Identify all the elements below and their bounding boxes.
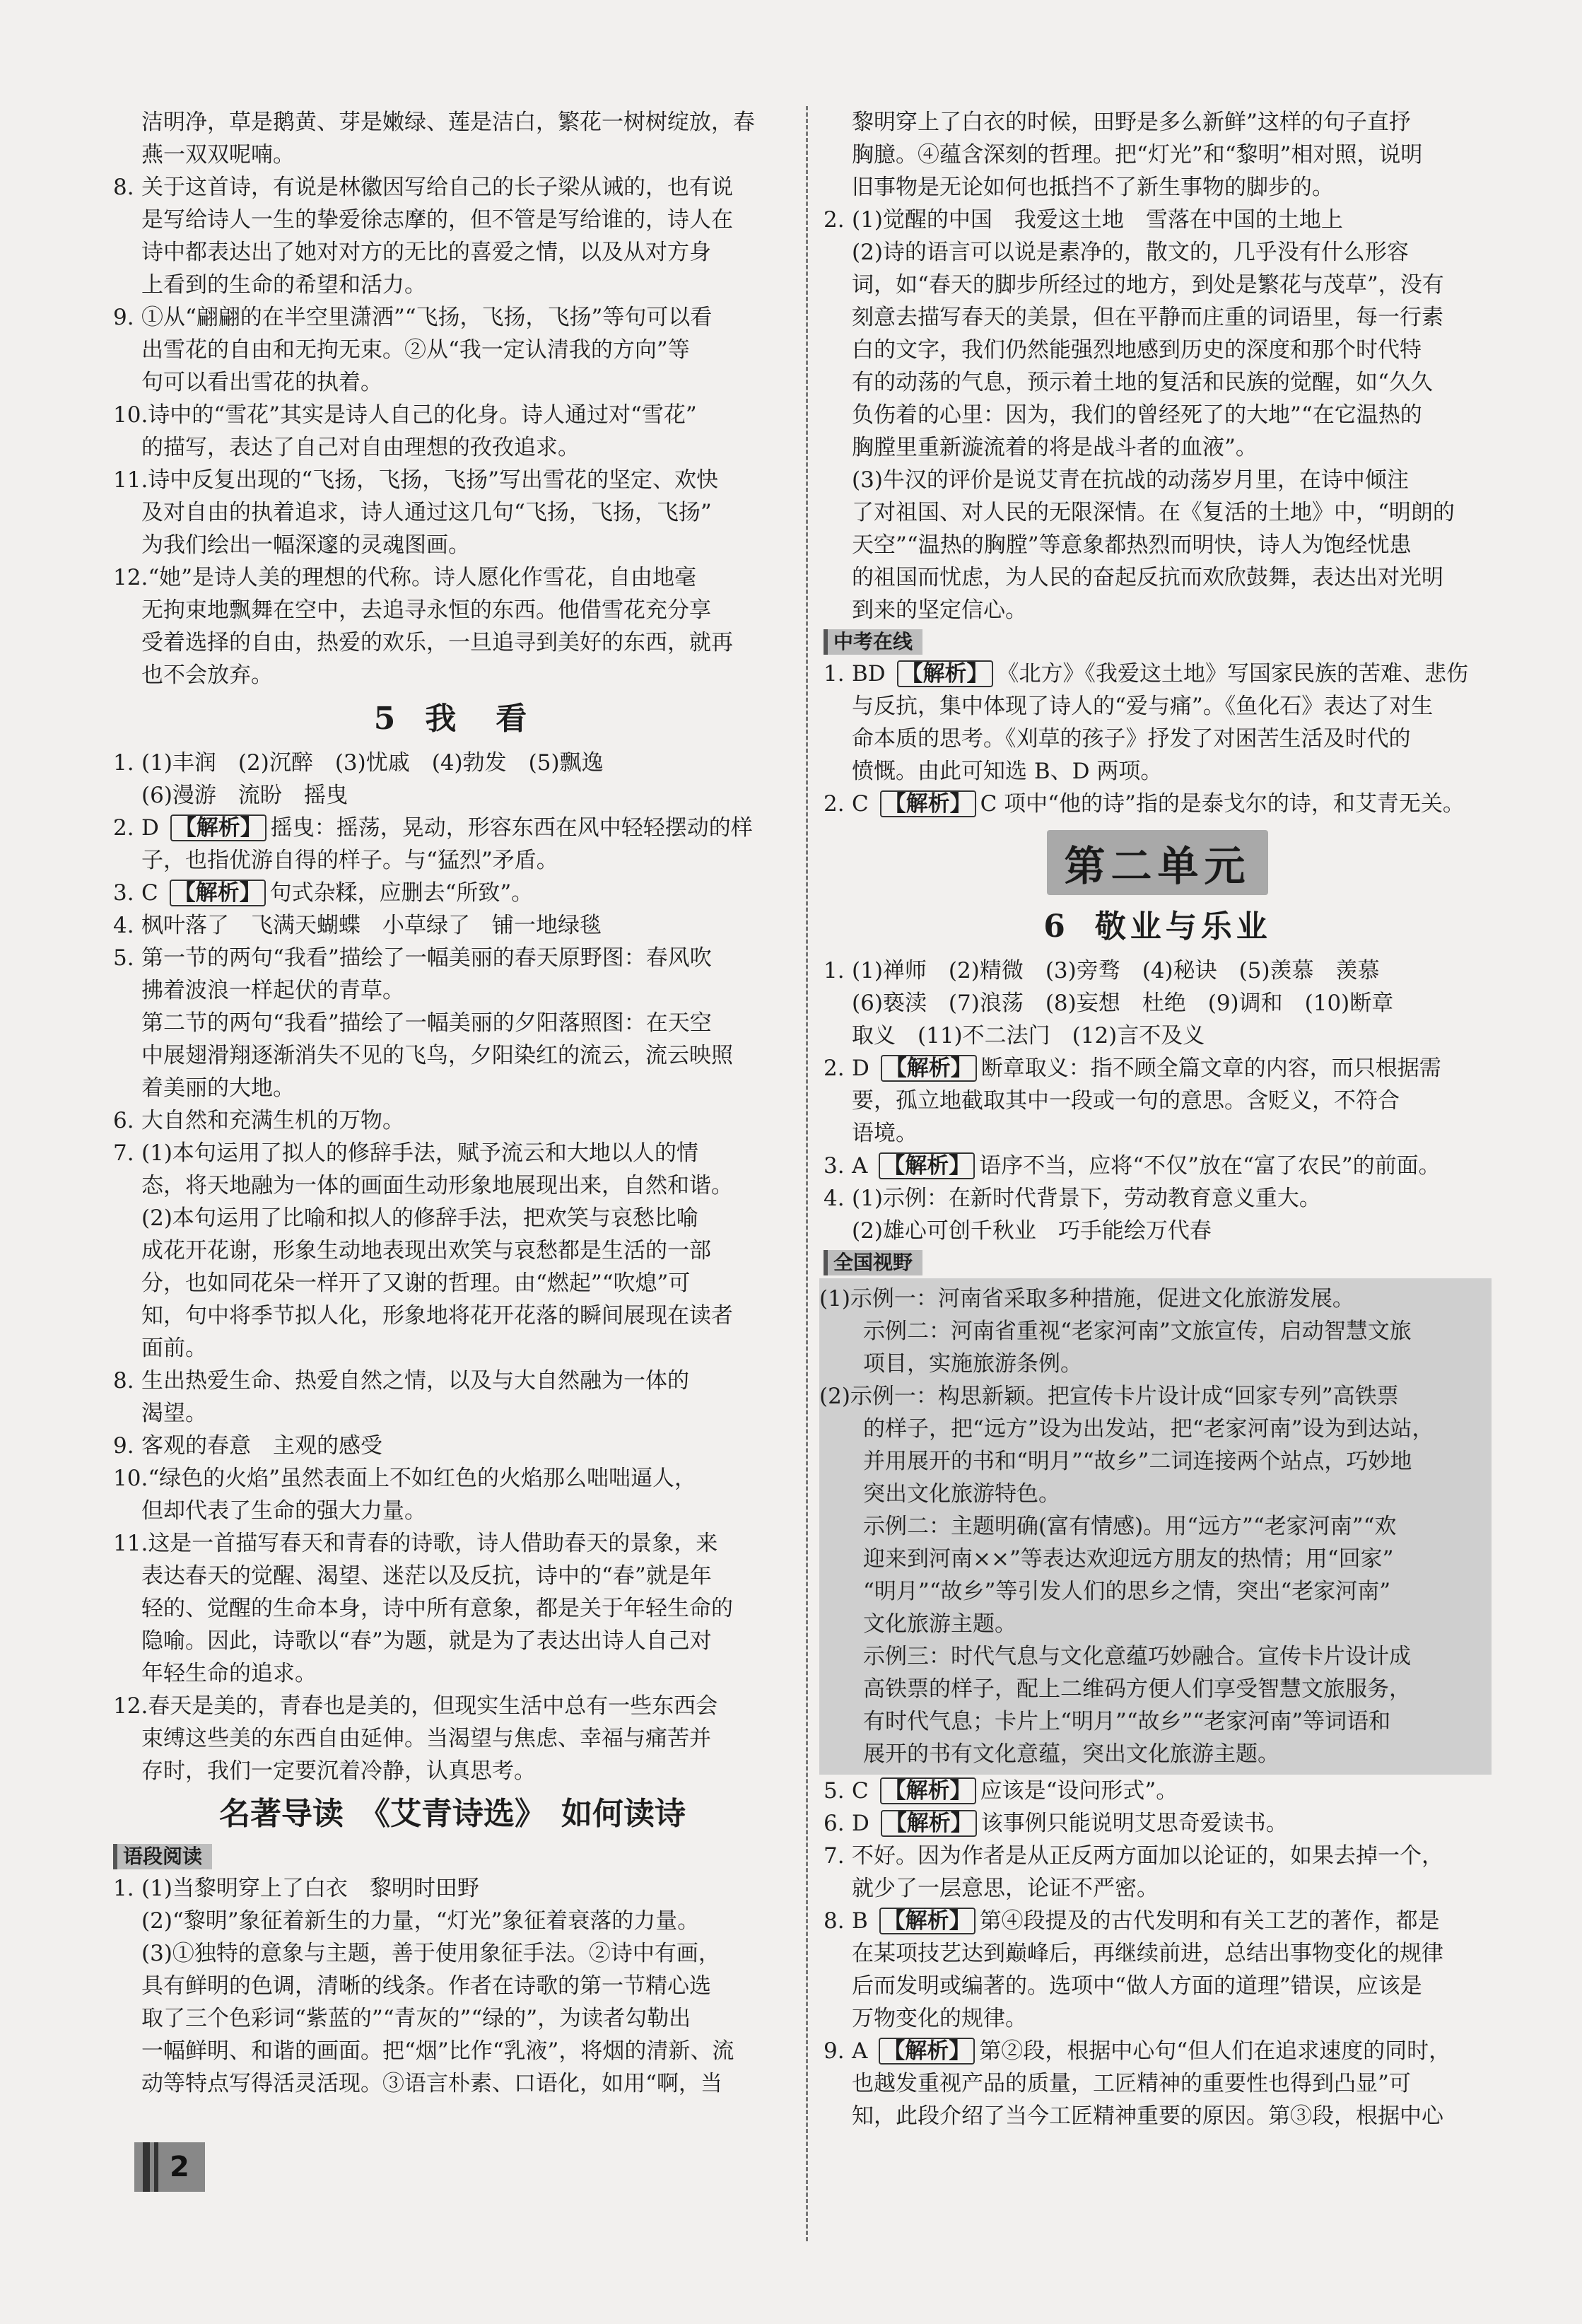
- answer-line: 突出文化旅游特色。: [819, 1481, 1060, 1507]
- answer-text: 的描写，表达了自己对自由理想的孜孜追求。: [141, 435, 580, 460]
- answer-line: [824, 1970, 1492, 2002]
- answer-line: [824, 1937, 1492, 1970]
- answer-line: [824, 399, 1492, 431]
- answer-text: 态，将天地融为一体的画面生动形象地展现出来，自然和谐。: [141, 1173, 733, 1198]
- answer-line: [113, 366, 792, 399]
- answer-list: [113, 171, 792, 691]
- answer-text: “她”是诗人美的理想的代称。诗人愿化作雪花，自由地毫: [148, 565, 697, 590]
- answer-text: 的祖国而忧虑，为人民的奋起反抗而欢欣鼓舞，表达出对光明: [852, 565, 1443, 590]
- analysis-label: 【解析】: [879, 2038, 975, 2065]
- item-number: 8.: [824, 1908, 845, 1934]
- answer-line: [113, 659, 792, 691]
- answer-text: 表达春天的觉醒、渴望、迷茫以及反抗，诗中的“春”就是年: [141, 1563, 712, 1589]
- answer-text: (1)禅师 (2)精微 (3)旁骛 (4)秘诀 (5)羡慕 羡慕: [852, 958, 1380, 983]
- section-number: 6: [1043, 909, 1070, 945]
- answer-line: [824, 496, 1492, 529]
- answer-text: 也不会放弃。: [141, 662, 273, 688]
- answer-line: 项目，实施旅游条例。: [819, 1351, 1082, 1377]
- answer-text: 受着选择的自由，热爱的欢乐，一旦追寻到美好的东西，就再: [141, 630, 733, 655]
- answer-line: “明月”“故乡”等引发人们的思乡之情，突出“老家河南”: [819, 1579, 1391, 1604]
- answer-line: [113, 1722, 792, 1755]
- answer-text: 白的文字，我们仍然能强烈地感到历史的深度和那个时代特: [852, 337, 1422, 363]
- item-number: 9.: [113, 305, 134, 330]
- item-number: 11.: [113, 1531, 148, 1556]
- answer-text: 不好。因为作者是从正反两方面加以论证的，如果去掉一个，: [852, 1843, 1443, 1869]
- answer-text: 诗中都表达出了她对对方的无比的喜爱之情，以及从对方身: [141, 240, 711, 265]
- answer-line: [113, 1137, 792, 1169]
- tag-quanguo: 全国视野: [824, 1250, 922, 1275]
- answer-text: 束缚这些美的东西自由延伸。当渴望与焦虑、幸福与痛苦并: [141, 1726, 711, 1751]
- item-number: 9.: [824, 2038, 845, 2064]
- answer-line: [113, 1365, 792, 1397]
- answer-line: [824, 366, 1492, 399]
- answer-line: [824, 464, 1492, 496]
- answer-choice: C: [141, 880, 165, 906]
- answer-text: 愤慨。由此可知选 B、D 两项。: [852, 759, 1163, 784]
- answer-text: 《北方》《我爱这土地》写国家民族的苦难、悲伤: [997, 661, 1468, 687]
- answer-line: [824, 334, 1492, 366]
- answer-text: 句可以看出雪花的执着。: [141, 370, 382, 395]
- answer-text: 客观的春意 主观的感受: [141, 1433, 382, 1459]
- answer-line: [113, 399, 792, 431]
- text-line: 洁明净，草是鹅黄、芽是嫩绿、莲是洁白，繁花一树树绽放，春: [141, 110, 755, 135]
- answer-line: [113, 2067, 792, 2100]
- text-line: 旧事物是无论如何也抵挡不了新生事物的脚步的。: [852, 175, 1334, 200]
- answer-line: [824, 987, 1492, 1020]
- answer-text: 在某项技艺达到巅峰后，再继续前进，总结出事物变化的规律: [852, 1941, 1443, 1966]
- answer-text: (1)觉醒的中国 我爱这土地 雪落在中国的土地上: [852, 207, 1343, 233]
- answer-line: [113, 1430, 792, 1462]
- answer-line: [824, 1020, 1492, 1052]
- answer-line: 的样子，把“远方”设为出发站，把“老家河南”设为到达站，: [819, 1416, 1434, 1442]
- answer-line: [113, 236, 792, 269]
- analysis-label: 【解析】: [879, 1152, 975, 1179]
- section-heading-6: [824, 899, 1492, 954]
- answer-line: [113, 1905, 792, 1937]
- answer-text: 年轻生命的追求。: [141, 1661, 317, 1686]
- answer-text: (2)诗的语言可以说是素净的，散文的，几乎没有什么形容: [852, 240, 1409, 265]
- answer-text: 子，也指优游自得的样子。与“猛烈”矛盾。: [141, 848, 558, 873]
- answer-line: [113, 942, 792, 974]
- answer-text: 取了三个色彩词“紫蓝的”“青灰的”“绿的”，为读者勾勒出: [141, 2006, 691, 2031]
- answer-line: 迎来到河南××”等表达欢迎远方朋友的热情；用“回家”: [819, 1546, 1394, 1572]
- answer-text: 也越发重视产品的质量，工匠精神的重要性也得到凸显”可: [852, 2071, 1411, 2096]
- answer-choice: D: [141, 815, 166, 841]
- answer-line: [824, 1117, 1492, 1150]
- answer-line: [113, 171, 792, 204]
- answer-line: [113, 1397, 792, 1430]
- answer-line: [113, 269, 792, 301]
- item-number: 7.: [824, 1843, 845, 1869]
- answer-text: 后而发明或编著的。选项中“做人方面的道理”错误，应该是: [852, 1973, 1422, 1999]
- analysis-label: 【解析】: [170, 880, 266, 906]
- answer-line: [824, 204, 1492, 236]
- text-line: 黎明穿上了白衣的时候，田野是多么新鲜”这样的句子直抒: [852, 110, 1411, 135]
- answer-text: 该事例只能说明艾思奇爱读书。: [980, 1811, 1288, 1836]
- item-number: 2.: [824, 207, 845, 233]
- item-number: 5.: [113, 945, 134, 971]
- answer-text: 一幅鲜明、和谐的画面。把“烟”比作“乳液”，将烟的清新、流: [141, 2038, 734, 2064]
- answer-list: [113, 1872, 792, 2100]
- answer-text: 万物变化的规律。: [852, 2006, 1027, 2031]
- answer-list: [113, 747, 792, 1787]
- answer-line: [113, 1527, 792, 1560]
- answer-text: 及对自由的执着追求，诗人通过这几句“飞扬，飞扬，飞扬”: [141, 500, 712, 525]
- answer-line: [113, 1462, 792, 1495]
- answer-text: C 项中“他的诗”指的是泰戈尔的诗，和艾青无关。: [980, 791, 1465, 817]
- item-number: 10.: [113, 402, 148, 428]
- answer-text: (3)牛汉的评价是说艾青在抗战的动荡岁月里，在诗中倾注: [852, 467, 1409, 493]
- answer-text: 第②段，根据中心句“但人们在追求速度的同时，: [979, 2038, 1451, 2064]
- answer-text: 取义 (11)不二法门 (12)言不及义: [852, 1023, 1205, 1049]
- answer-text: 无拘束地飘舞在空中，去追寻永恒的东西。他借雪花充分享: [141, 597, 711, 623]
- answer-line: [113, 1007, 792, 1039]
- answer-line: [824, 658, 1492, 690]
- answer-line: [113, 1560, 792, 1592]
- answer-line: [113, 1234, 792, 1267]
- tag-yuduan: 语段阅读: [113, 1844, 212, 1869]
- answer-text: 要，孤立地截取其中一段或一句的意思。含贬义，不符合: [852, 1088, 1400, 1114]
- answer-line: [113, 1625, 792, 1657]
- item-number: 7.: [113, 1140, 134, 1166]
- answer-text: 面前。: [141, 1336, 207, 1361]
- answer-text: 刻意去描写春天的美景，但在平静而庄重的词语里，每一行素: [852, 305, 1443, 330]
- answer-line: [824, 755, 1492, 788]
- answer-text: 着美丽的大地。: [141, 1075, 295, 1101]
- unit-title: 第二单元: [1047, 830, 1267, 895]
- answer-line: [113, 464, 792, 496]
- answer-choice: D: [852, 1056, 877, 1081]
- answer-line: [824, 690, 1492, 723]
- answer-text: 断章取义：指不顾全篇文章的内容，而只根据需: [980, 1056, 1441, 1081]
- answer-line: [113, 747, 792, 779]
- answer-text: 上看到的生命的希望和活力。: [141, 272, 426, 298]
- answer-line: [824, 723, 1492, 755]
- answer-text: 出雪花的自由和无拘无束。②从“我一定认清我的方向”等: [141, 337, 690, 363]
- answer-line: 示例二：河南省重视“老家河南”文旅宣传，启动智慧文旅: [819, 1319, 1412, 1344]
- answer-text: 拂着波浪一样起伏的青草。: [141, 978, 404, 1003]
- answer-line: (2)示例一：构思新颖。把宣传卡片设计成“回家专列”高铁票: [819, 1384, 1399, 1409]
- answer-list: [824, 954, 1492, 1247]
- answer-text: 但却代表了生命的强大力量。: [141, 1498, 426, 1524]
- answer-text: 有的动荡的气息，预示着土地的复活和民族的觉醒，如“久久: [852, 370, 1433, 395]
- answer-line: [824, 788, 1492, 820]
- answer-line: 并用展开的书和“明月”“故乡”二词连接两个站点，巧妙地: [819, 1449, 1412, 1474]
- answer-text: (6)漫游 流盼 摇曳: [141, 783, 348, 808]
- answer-text: ①从“翩翩的在半空里潇洒”“飞扬，飞扬，飞扬”等句可以看: [141, 305, 713, 330]
- answer-choice: B: [852, 1908, 875, 1934]
- answer-text: 第④段提及的古代发明和有关工艺的著作，都是: [979, 1908, 1440, 1934]
- answer-line: [113, 1072, 792, 1104]
- answer-choice: C: [852, 1778, 876, 1804]
- answer-text: 关于这首诗，有说是林徽因写给自己的长子梁从诫的，也有说: [141, 175, 733, 200]
- answer-line: [824, 269, 1492, 301]
- answer-line: [113, 2002, 792, 2035]
- answer-line: [113, 844, 792, 877]
- answer-line: [824, 2100, 1492, 2132]
- answer-text: 词，如“春天的脚步所经过的地方，到处是繁花与茂草”，没有: [852, 272, 1444, 298]
- item-number: 2.: [824, 1056, 845, 1081]
- answer-choice: C: [852, 791, 876, 817]
- answer-text: 渴望。: [141, 1401, 207, 1426]
- answer-line: [113, 2035, 792, 2067]
- answer-line: [113, 594, 792, 626]
- answer-line: [113, 431, 792, 464]
- answer-text: 语序不当，应将“不仅”放在“富了农民”的前面。: [979, 1153, 1441, 1179]
- answer-line: [113, 812, 792, 844]
- answer-line: [113, 1970, 792, 2002]
- shaded-answer-block: [819, 1278, 1492, 1775]
- answer-line: [824, 236, 1492, 269]
- answer-text: 为我们绘出一幅深邃的灵魂图画。: [141, 532, 470, 558]
- answer-line: [113, 529, 792, 561]
- item-number: 11.: [113, 467, 148, 493]
- analysis-label: 【解析】: [881, 1055, 977, 1082]
- answer-line: [113, 1104, 792, 1137]
- answer-list: [824, 204, 1492, 626]
- answer-text: 生出热爱生命、热爱自然之情，以及与大自然融为一体的: [141, 1368, 689, 1394]
- answer-text: 中展翅滑翔逐渐消失不见的飞鸟，夕阳染红的流云，流云映照: [141, 1043, 733, 1068]
- answer-line: [824, 1775, 1492, 1807]
- item-number: 4.: [113, 913, 134, 938]
- item-number: 1.: [113, 750, 134, 776]
- analysis-label: 【解析】: [879, 1908, 975, 1934]
- answer-line: [113, 909, 792, 942]
- answer-line: [824, 954, 1492, 987]
- answer-line: [824, 1840, 1492, 1872]
- item-number: 8.: [113, 1368, 134, 1394]
- answer-text: 诗中的“雪花”其实是诗人自己的化身。诗人通过对“雪花”: [148, 402, 697, 428]
- answer-line: [113, 561, 792, 594]
- answer-line: [113, 1937, 792, 1970]
- answer-line: [824, 2067, 1492, 2100]
- analysis-label: 【解析】: [881, 1810, 977, 1837]
- answer-line: [824, 1215, 1492, 1247]
- answer-text: 诗中反复出现的“飞扬，飞扬，飞扬”写出雪花的坚定、欢快: [148, 467, 719, 493]
- answer-text: 摇曳：摇荡，晃动，形容东西在风中轻轻摆动的样: [270, 815, 753, 841]
- answer-text: 这是一首描写春天和青春的诗歌，诗人借助春天的景象，来: [148, 1531, 718, 1556]
- answer-choice: A: [852, 1153, 875, 1179]
- answer-text: 与反抗，集中体现了诗人的“爱与痛”。《鱼化石》表达了对生: [852, 694, 1434, 719]
- answer-line: [113, 1495, 792, 1527]
- answer-line: [113, 1202, 792, 1234]
- item-number: 4.: [824, 1186, 845, 1211]
- answer-text: 天空”“温热的胸膛”等意象都热烈而明快，诗人为饱经忧患: [852, 532, 1412, 558]
- answer-line: [824, 1905, 1492, 1937]
- answer-line: [113, 1592, 792, 1625]
- item-number: 3.: [113, 880, 134, 906]
- answer-text: 知，句中将季节拟人化，形象地将花开花落的瞬间展现在读者: [141, 1303, 733, 1329]
- answer-line: [113, 1300, 792, 1332]
- text-line: 胸臆。④蕴含深刻的哲理。把“灯光”和“黎明”相对照，说明: [852, 142, 1423, 168]
- answer-text: (1)丰润 (2)沉醉 (3)忧戚 (4)勃发 (5)飘逸: [141, 750, 604, 776]
- answer-text: (2)“黎明”象征着新生的力量，“灯光”象征着衰落的力量。: [141, 1908, 700, 1934]
- left-column: [113, 106, 792, 2100]
- answer-line: [824, 2002, 1492, 2035]
- item-number: 6.: [824, 1811, 845, 1836]
- answer-line: [113, 626, 792, 659]
- answer-text: (1)示例：在新时代背景下，劳动教育意义重大。: [852, 1186, 1321, 1211]
- answer-line: [824, 529, 1492, 561]
- answer-choice: D: [852, 1811, 877, 1836]
- item-number: 6.: [113, 1108, 134, 1133]
- answer-choice: A: [852, 2038, 875, 2064]
- answer-line: [113, 877, 792, 909]
- answer-line: [113, 1169, 792, 1202]
- answer-line: 示例二：主题明确(富有情感)。用“远方”“老家河南”“欢: [819, 1514, 1397, 1539]
- right-column: [819, 106, 1492, 2132]
- answer-line: [824, 431, 1492, 464]
- answer-text: (2)本句运用了比喻和拟人的修辞手法，把欢笑与哀愁比喻: [141, 1205, 698, 1231]
- answer-line: [113, 1657, 792, 1690]
- item-number: 2.: [113, 815, 134, 841]
- section-title: 我 看: [425, 701, 532, 737]
- item-number: 2.: [824, 791, 845, 817]
- item-number: 12.: [113, 1693, 148, 1719]
- column-divider: [806, 106, 808, 2241]
- answer-line: 示例三：时代气息与文化意蕴巧妙融合。宣传卡片设计成: [819, 1644, 1411, 1669]
- item-number: 1.: [824, 661, 845, 687]
- answer-line: (1)示例一：河南省采取多种措施，促进文化旅游发展。: [819, 1286, 1354, 1312]
- answer-text: (1)本句运用了拟人的修辞手法，赋予流云和大地以人的情: [141, 1140, 698, 1166]
- item-number: 8.: [113, 175, 134, 200]
- answer-line: 有时代气息；卡片上“明月”“故乡”“老家河南”等词语和: [819, 1709, 1391, 1734]
- answer-line: [824, 1872, 1492, 1905]
- answer-line: [824, 301, 1492, 334]
- answer-line: [824, 561, 1492, 594]
- answer-line: [113, 1267, 792, 1300]
- answer-line: [113, 1690, 792, 1722]
- section-title: 敬业与乐业: [1094, 909, 1272, 945]
- answer-line: 高铁票的样子，配上二维码方便人们享受智慧文旅服务，: [819, 1676, 1411, 1702]
- answer-text: 语境。: [852, 1121, 918, 1146]
- answer-line: [824, 1150, 1492, 1182]
- answer-line: [113, 1755, 792, 1787]
- answer-text: 句式杂糅，应删去“所致”。: [269, 880, 534, 906]
- answer-text: 知，此段介绍了当今工匠精神重要的原因。第③段，根据中心: [852, 2103, 1443, 2129]
- answer-text: 命本质的思考。《刈草的孩子》抒发了对困苦生活及时代的: [852, 726, 1411, 752]
- unit-heading: [824, 830, 1492, 895]
- analysis-label: 【解析】: [880, 1777, 976, 1804]
- answer-text: 到来的坚定信心。: [852, 597, 1027, 623]
- answer-line: 展开的书有文化意蕴，突出文化旅游主题。: [819, 1741, 1279, 1767]
- answer-text: 存时，我们一定要沉着冷静，认真思考。: [141, 1758, 536, 1784]
- item-number: 3.: [824, 1153, 845, 1179]
- section-heading-mingzhu: 名著导读 《艾青诗选》 如何读诗: [219, 1796, 686, 1832]
- answer-text: 隐喻。因此，诗歌以“春”为题，就是为了表达出诗人自己对: [141, 1628, 712, 1654]
- answer-text: 具有鲜明的色调，清晰的线条。作者在诗歌的第一节精心选: [141, 1973, 711, 1999]
- answer-text: 就少了一层意思，论证不严密。: [852, 1876, 1159, 1901]
- answer-text: (3)①独特的意象与主题，善于使用象征手法。②诗中有画，: [141, 1941, 720, 1966]
- text-line: 燕一双双呢喃。: [141, 142, 295, 168]
- answer-line: [824, 1052, 1492, 1085]
- answer-text: 枫叶落了 飞满天蝴蝶 小草绿了 铺一地绿毯: [141, 913, 602, 938]
- answer-line: [113, 1039, 792, 1072]
- answer-line: [824, 1182, 1492, 1215]
- section-number: 5: [373, 701, 400, 737]
- answer-line: [113, 301, 792, 334]
- item-number: 1.: [113, 1876, 134, 1901]
- answer-text: 了对祖国、对人民的无限深情。在《复活的土地》中，“明朗的: [852, 500, 1455, 525]
- answer-text: 第一节的两句“我看”描绘了一幅美丽的春天原野图：春风吹: [141, 945, 712, 971]
- answer-text: 轻的、觉醒的生命本身，诗中所有意象，都是关于年轻生命的: [141, 1596, 733, 1621]
- answer-text: 应该是“设问形式”。: [980, 1778, 1178, 1804]
- item-number: 9.: [113, 1433, 134, 1459]
- answer-text: 动等特点写得活灵活现。③语言朴素、口语化，如用“啊，当: [141, 2071, 722, 2096]
- answer-list: [824, 1775, 1492, 2132]
- answer-line: [824, 2035, 1492, 2067]
- answer-line: [113, 974, 792, 1007]
- answer-line: [113, 1332, 792, 1365]
- answer-line: 文化旅游主题。: [819, 1611, 1016, 1637]
- answer-line: [113, 1872, 792, 1905]
- section-heading-5: [113, 691, 792, 747]
- answer-line: [113, 779, 792, 812]
- answer-line: [113, 496, 792, 529]
- item-number: 12.: [113, 565, 148, 590]
- answer-text: 是写给诗人一生的挚爱徐志摩的，但不管是写给谁的，诗人在: [141, 207, 733, 233]
- answer-line: [113, 204, 792, 236]
- page-number: 2: [134, 2142, 205, 2192]
- tag-zhongkao: 中考在线: [824, 629, 922, 655]
- answer-line: [113, 334, 792, 366]
- item-number: 1.: [824, 958, 845, 983]
- answer-line: [824, 1085, 1492, 1117]
- answer-text: 第二节的两句“我看”描绘了一幅美丽的夕阳落照图：在天空: [141, 1010, 712, 1036]
- answer-text: 分，也如同花朵一样开了又谢的哲理。由“燃起”“吹熄”可: [141, 1271, 691, 1296]
- answer-line: [824, 594, 1492, 626]
- answer-text: 负伤着的心里：因为，我们的曾经死了的大地”“在它温热的: [852, 402, 1422, 428]
- analysis-label: 【解析】: [170, 814, 266, 841]
- answer-choice: BD: [852, 661, 893, 687]
- answer-text: “绿色的火焰”虽然表面上不如红色的火焰那么咄咄逼人，: [148, 1466, 697, 1491]
- answer-text: (2)雄心可创千秋业 巧手能绘万代春: [852, 1218, 1212, 1244]
- answer-line: [824, 1807, 1492, 1840]
- answer-text: (6)亵渎 (7)浪荡 (8)妄想 杜绝 (9)调和 (10)断章: [852, 991, 1394, 1016]
- item-number: 10.: [113, 1466, 148, 1491]
- answer-text: 胸膛里重新漩流着的将是战斗者的血液”。: [852, 435, 1258, 460]
- analysis-label: 【解析】: [880, 790, 976, 817]
- item-number: 5.: [824, 1778, 845, 1804]
- answer-text: (1)当黎明穿上了白衣 黎明时田野: [141, 1876, 479, 1901]
- answer-list: [824, 658, 1492, 820]
- answer-text: 大自然和充满生机的万物。: [141, 1108, 404, 1133]
- answer-text: 成花开花谢，形象生动地表现出欢笑与哀愁都是生活的一部: [141, 1238, 711, 1263]
- answer-text: 春天是美的，青春也是美的，但现实生活中总有一些东西会: [148, 1693, 718, 1719]
- analysis-label: 【解析】: [897, 660, 993, 687]
